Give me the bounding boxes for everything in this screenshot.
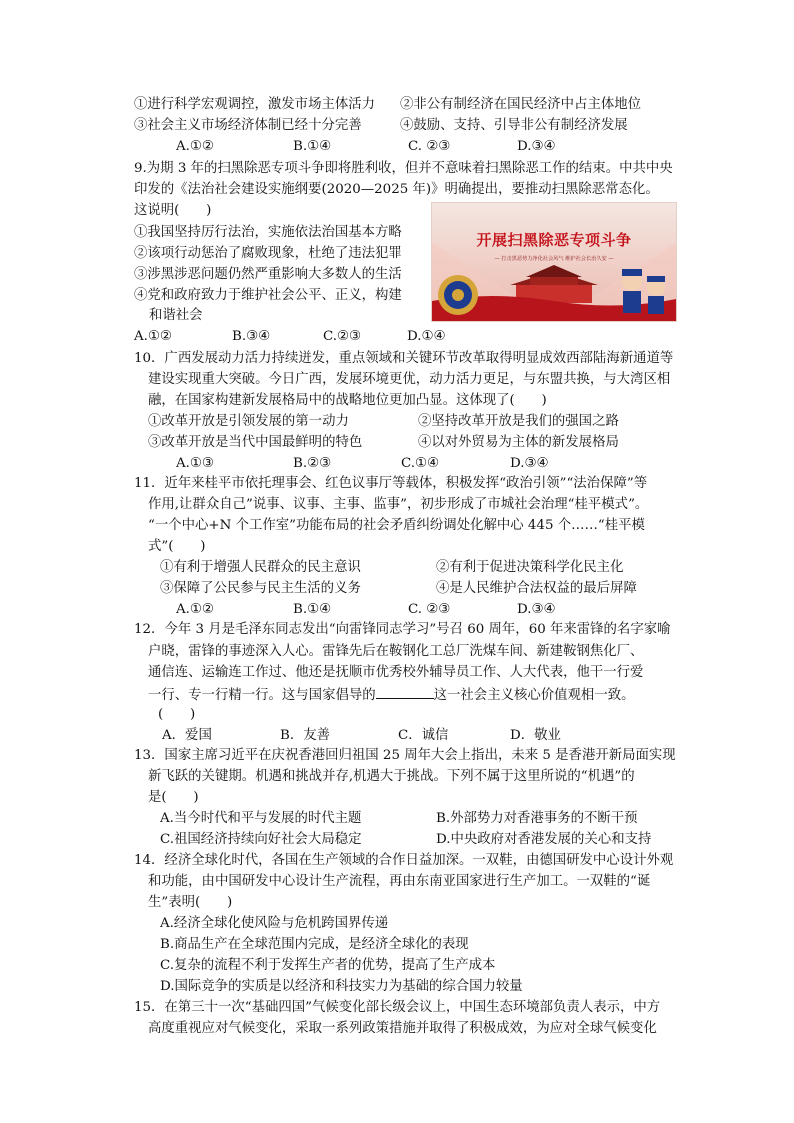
q11-choice-b: B.①④ [293, 602, 332, 617]
q9-choice-a: A.①② [134, 329, 172, 344]
q8-option-1: ①进行科学宏观调控，激发市场主体活力 [134, 97, 376, 112]
q8-choice-c: C. ②③ [408, 139, 451, 154]
q11-stem-line-4: 式”( ) [148, 539, 206, 554]
q11-option-2: ②有利于促进决策科学化民主化 [436, 560, 624, 575]
q14-choice-b: B.商品生产在全球范围内完成，是经济全球化的表现 [160, 937, 469, 952]
q14-stem-line-3: 生”表明( ) [148, 895, 233, 910]
q10-choice-a: A.①③ [176, 456, 214, 471]
q9-stem-line-1: 9.为期 3 年的扫黑除恶专项斗争即将胜利收，但并不意味着扫黑除恶工作的结束。中共中央 [134, 161, 673, 176]
q12-line4-after-blank: 这一社会主义核心价值观相一致。 [433, 688, 635, 703]
q8-choice-b: B.①④ [293, 139, 332, 154]
q10-option-1: ①改革开放是引领发展的第一动力 [148, 414, 349, 429]
q8-choice-d: D.③④ [517, 139, 556, 154]
q9-option-4-cont: 和谐社会 [149, 308, 203, 323]
q9-option-2: ②该项行动惩治了腐败现象，杜绝了违法犯罪 [134, 246, 402, 261]
q10-option-2: ②坚持改革开放是我们的强国之路 [418, 414, 619, 429]
q13-choice-b: B.外部势力对香港事务的不断干预 [436, 811, 638, 826]
q9-stem-line-3: 这说明( ) [134, 203, 212, 218]
q9-stem-line-2: 印发的《法治社会建设实施纲要(2020—2025 年)》明确提出，要推动扫黑除恶常态化。 [134, 182, 659, 197]
q14-stem-line-2: 和功能，由中国研发中心设计生产流程，再由东南亚国家进行生产加工。一双鞋的“诞 [148, 874, 651, 889]
q9-choice-c: C.②③ [323, 329, 362, 344]
q12-stem-line-1: 12．今年 3 月是毛泽东同志发出“向雷锋同志学习”号召 60 周年，60 年来雷锋的名字家喻 [134, 622, 671, 637]
q10-stem-line-3: 融，在国家构建新发展格局中的战略地位更加凸显。这体现了( ) [148, 393, 547, 408]
q15-stem-line-2: 高度重视应对气候变化，采取一系列政策措施并取得了积极成效，为应对全球气候变化 [148, 1021, 657, 1036]
q14-choice-a: A.经济全球化使风险与危机跨国界传递 [160, 916, 389, 931]
q14-choice-c: C.复杂的流程不利于发挥生产者的优势，提高了生产成本 [160, 958, 496, 973]
q10-option-3: ③改革开放是当代中国最鲜明的特色 [148, 435, 363, 450]
q11-stem-line-3: “一个中心+N 个工作室”功能布局的社会矛盾纠纷调处化解中心 445 个……“桂平模 [148, 518, 645, 533]
q14-stem-line-1: 14．经济全球化时代，各国在生产领域的合作日益加深。一双鞋，由德国研发中心设计外观 [134, 853, 674, 868]
q13-stem-line-1: 13．国家主席习近平在庆祝香港回归祖国 25 周年大会上指出，未来 5 是香港开新局面实现 [134, 748, 676, 763]
q11-choice-d: D.③④ [517, 602, 556, 617]
q13-choice-d: D.中央政府对香港发展的关心和支持 [436, 832, 652, 847]
q10-choice-d: D.③④ [510, 456, 549, 471]
banner-subtitle: — 打击黑恶势力净化社会风气 维护社会长治久安 — [494, 256, 614, 262]
q13-choice-a: A.当今时代和平与发展的时代主题 [160, 811, 362, 826]
q9-choice-b: B.③④ [232, 329, 271, 344]
q15-stem-line-1: 15．在第三十一次“基础四国”气候变化部长级会议上，中国生态环境部负责人表示，中方 [134, 1000, 661, 1015]
q11-option-4: ④是人民维护合法权益的最后屏障 [436, 581, 637, 596]
q13-stem-line-3: 是( ) [148, 790, 199, 805]
q12-stem-line-5: ( ) [158, 707, 196, 722]
q8-choice-a: A.①② [176, 139, 214, 154]
q11-choice-c: C. ②③ [408, 602, 451, 617]
q10-choice-c: C.①④ [401, 456, 440, 471]
q9-option-4: ④党和政府致力于维护社会公平、正义，构建 [134, 288, 402, 303]
q10-option-4: ④以对外贸易为主体的新发展格局 [418, 435, 619, 450]
q12-answer-blank [376, 684, 434, 699]
q8-option-2: ②非公有制经济在国民经济中占主体地位 [400, 97, 642, 112]
q14-choice-d: D.国际竞争的实质是以经济和科技实力为基础的综合国力较量 [160, 979, 523, 994]
q11-choice-a: A.①② [176, 602, 214, 617]
q8-option-3: ③社会主义市场经济体制已经十分完善 [134, 118, 362, 133]
q11-stem-line-1: 11．近年来桂平市依托理事会、红色议事厅等载体，积极发挥“政治引领”“法治保障”等 [134, 476, 648, 491]
q12-stem-line-4 [148, 684, 635, 706]
q13-choice-c: C.祖国经济持续向好社会大局稳定 [160, 832, 362, 847]
q12-stem-line-2: 户晓，雷锋的事迹深入人心。雷锋先后在鞍钢化工总厂洗煤车间、新建鞍钢焦化厂、 [148, 644, 644, 659]
q10-stem-line-2: 建设实现重大突破。今日广西，发展环境更优，动力活力更足，与东盟共换，与大湾区相 [148, 372, 671, 387]
q9-choice-d: D.①④ [407, 329, 446, 344]
q12-choice-a: A．爱国 [162, 728, 212, 743]
q12-choice-c: C．诚信 [398, 728, 449, 743]
q12-choice-d: D．敬业 [510, 728, 561, 743]
q8-option-4: ④鼓励、支持、引导非公有制经济发展 [400, 118, 628, 133]
q9-option-1: ①我国坚持厉行法治，实施依法治国基本方略 [134, 225, 402, 240]
banner-title: 开展扫黑除恶专项斗争 [476, 231, 632, 249]
q11-option-1: ①有利于增强人民群众的民主意识 [160, 560, 361, 575]
q10-stem-line-1: 10．广西发展动力活力持续迸发，重点领域和关键环节改革取得明显成效西部陆海新通道等 [134, 351, 674, 366]
q12-stem-line-3: 通信连、运输连工作过、他还是抚顺市优秀校外辅导员工作、人大代表，他干一行爱 [148, 665, 644, 680]
banner-illustration [432, 203, 676, 321]
q11-stem-line-2: 作用,让群众自己”说事、议事、主事、监事”，初步形成了市城社会治理“桂平模式”。 [148, 497, 649, 512]
q13-stem-line-2: 新飞跃的关键期。机遇和挑战并存,机遇大于挑战。下列不属于这里所说的“机遇”的 [148, 769, 635, 784]
anti-crime-campaign-banner-image [431, 202, 677, 322]
q12-choice-b: B．友善 [280, 728, 331, 743]
q10-choice-b: B.②③ [293, 456, 332, 471]
q9-option-3: ③涉黑涉恶问题仍然严重影响大多数人的生活 [134, 267, 402, 282]
q12-line4-before-blank: 一行、专一行精一行。这与国家倡导的 [148, 688, 376, 703]
q11-option-3: ③保障了公民参与民主生活的义务 [160, 581, 361, 596]
